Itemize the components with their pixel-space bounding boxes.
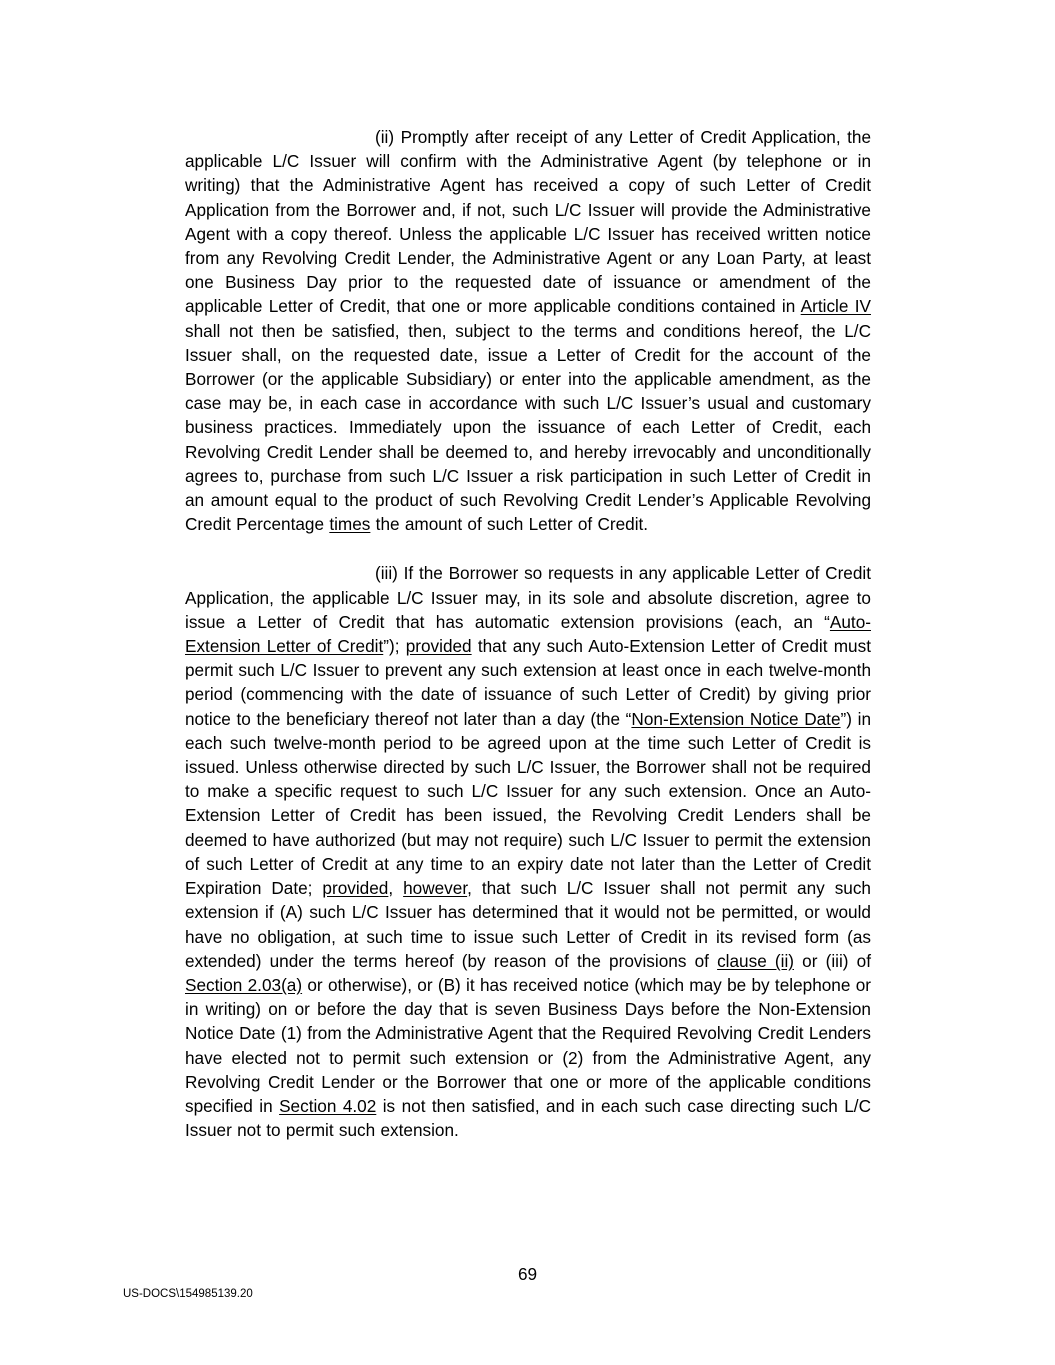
underlined-reference: Article IV [800, 296, 871, 317]
paragraph-ii [185, 125, 871, 536]
text-run: shall not then be satisfied, then, subject to the terms and conditions hereof, the L/C Issuer shall, on the requested date, issue a Letter of Credit for the account of the Borrower (or the applicable Subsidiary) or enter into the applicable amendment, as the case may be, in each case in accordance with such L/C Issuer’s usual and customary business practices. Immediately upon the issuance of each Letter of Credit, each Revolving Credit Lender shall be deemed to, and hereby irrevocably and unconditionally agrees to, purchase from such L/C Issuer a risk participation in such Letter of Credit in an amount equal to the product of such Revolving Credit Lender’s Applicable Revolving Credit Percentage [185, 320, 871, 535]
underlined-reference: Auto-Extension Letter of Credit [185, 611, 871, 657]
underlined-reference: times [329, 514, 371, 535]
text-run: or (iii) of [794, 950, 871, 971]
paragraph-iii [185, 561, 871, 1142]
underlined-reference: provided [322, 878, 389, 899]
underlined-reference: however [403, 878, 468, 899]
underlined-reference: Non-Extension Notice Date [631, 708, 841, 729]
text-run: is not then satisfied, and in each such case directing such L/C Issuer not to permit such extension. [185, 1095, 871, 1141]
text-run: ”); [383, 636, 406, 657]
underlined-reference: clause (ii) [717, 950, 794, 971]
text-run: that any such Auto-Extension Letter of Credit must permit such L/C Issuer to prevent any such extension at least once in each twelve-month period (commencing with the date of issuance of such Letter of Credit) by giving prior notice to the beneficiary thereof not later than a day (the “ [185, 636, 871, 729]
text-run: or otherwise), or (B) it has received notice (which may be by telephone or in writing) on or before the day that is seven Business Days before the Non-Extension Notice Date (1) from the Administrative Agent that the Required Revolving Credit Lenders have elected not to permit such extension or (2) from the Administrative Agent, any Revolving Credit Lender or the Borrower that one or more of the applicable conditions specified in [185, 974, 871, 1116]
text-run: (iii) If the Borrower so requests in any applicable Letter of Credit Application, the applicable L/C Issuer may, in its sole and absolute discretion, agree to issue a Letter of Credit that has automatic extension provisions (each, an “ [185, 563, 871, 632]
text-run: the amount of such Letter of Credit. [370, 514, 649, 535]
document-id-footer: US-DOCS\154985139.20 [123, 1288, 253, 1300]
underlined-reference: Section 4.02 [279, 1095, 377, 1116]
underlined-reference: provided [405, 636, 472, 657]
body-text-block [185, 125, 871, 1167]
text-run: (ii) Promptly after receipt of any Letter of Credit Application, the applicable L/C Issuer will confirm with the Administrative Agent (by telephone or in writing) that the Administrative Agent has received a copy of such Letter of Credit Application from the Borrower and, if not, such L/C Issuer will provide the Administrative Agent with a copy thereof. Unless the applicable L/C Issuer has received written notice from any Revolving Credit Lender, the Administrative Agent or any Loan Party, at least one Business Day prior to the requested date of issuance or amendment of the applicable Letter of Credit, that one or more applicable conditions contained in [185, 127, 871, 317]
underlined-reference: Section 2.03(a) [185, 974, 303, 995]
text-run: ”) in each such twelve-month period to be agreed upon at the time such Letter of Credit is issued. Unless otherwise directed by such L/C Issuer, the Borrower shall not be required to make a specific request to such L/C Issuer for any such extension. Once an Auto-Extension Letter of Credit has been issued, the Revolving Credit Lenders shall be deemed to have authorized (but may not require) such L/C Issuer to permit the extension of such Letter of Credit at any time to an expiry date not later than the Letter of Credit Expiration Date; [185, 708, 872, 899]
page-number: 69 [517, 1264, 538, 1284]
text-run: , [388, 878, 404, 899]
text-run: , that such L/C Issuer shall not permit any such extension if (A) such L/C Issuer has determined that it would not be permitted, or would have no obligation, at such time to issue such Letter of Credit in its revised form (as extended) under the terms hereof (by reason of the provisions of [185, 878, 871, 971]
